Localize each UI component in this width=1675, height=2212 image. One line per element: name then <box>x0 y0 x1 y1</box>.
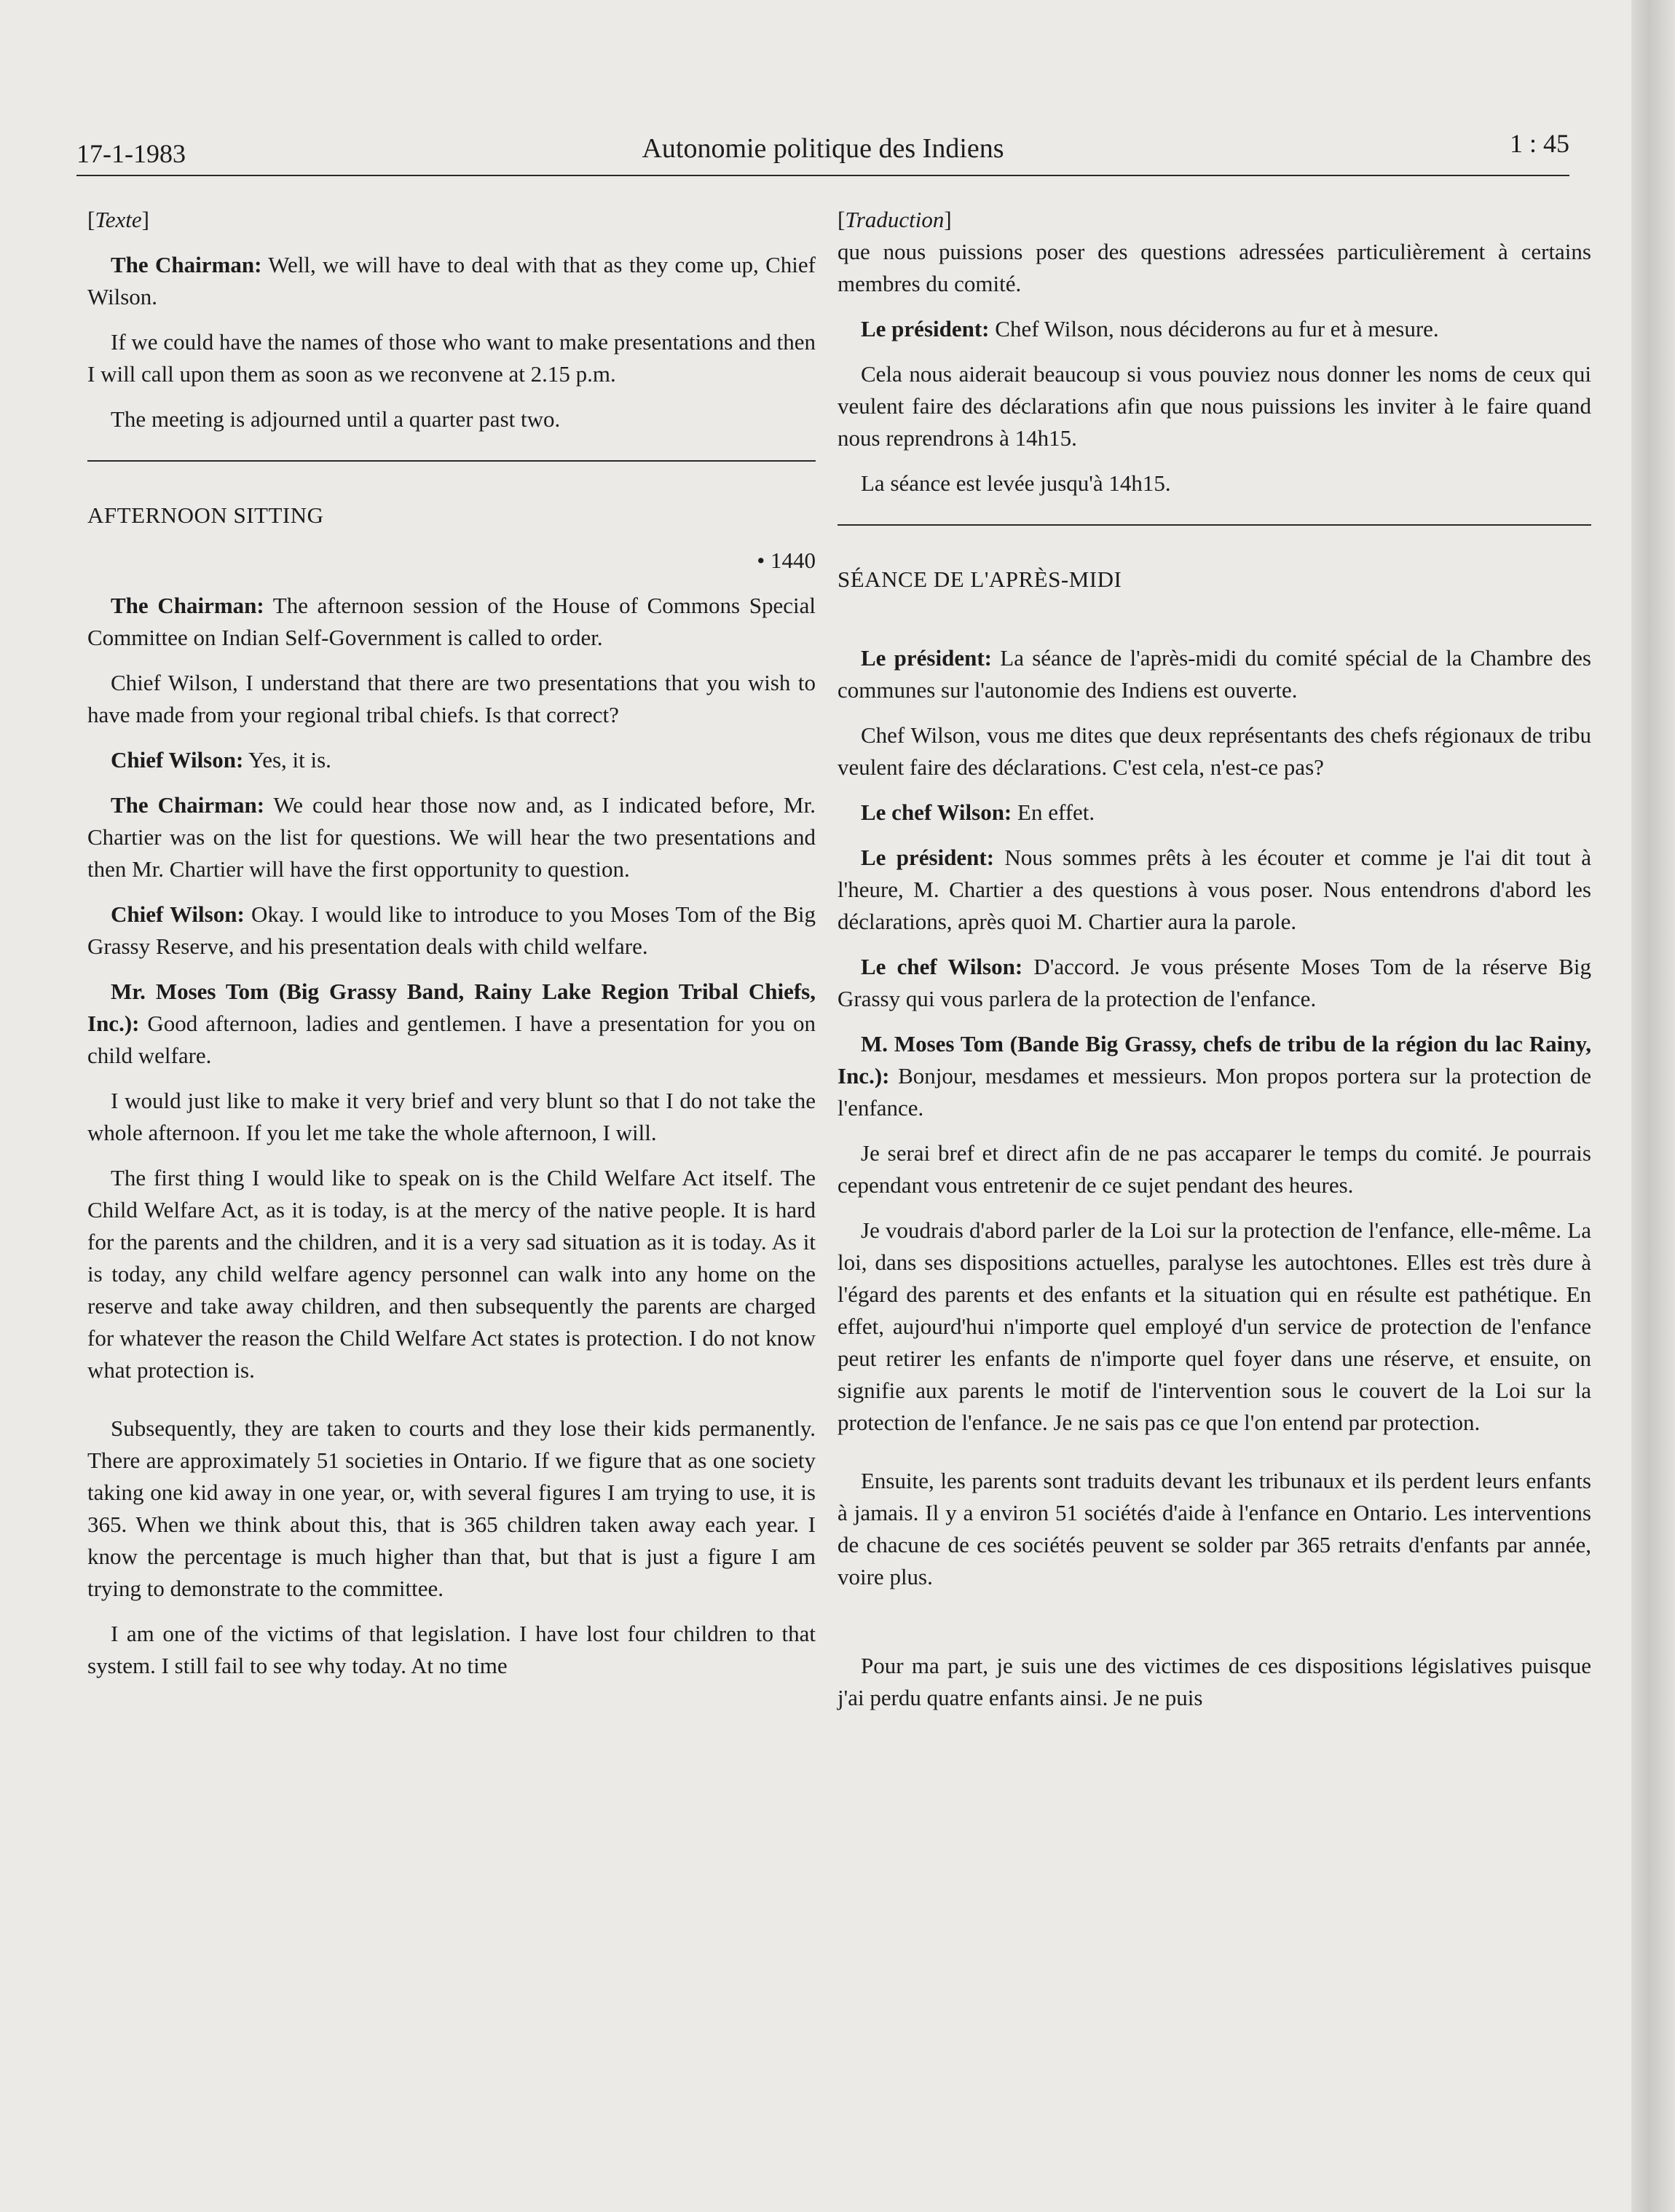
speaker: Chief Wilson: <box>111 747 244 773</box>
speaker: Le chef Wilson: <box>861 799 1012 825</box>
paragraph: The meeting is adjourned until a quarter past two. <box>111 406 561 432</box>
paragraph: If we could have the names of those who want to make presentations and then I will call upon them as soon as we reconvene at 2.15 p.m. <box>87 329 816 387</box>
paragraph: I would just like to make it very brief and very blunt so that I do not take the whole afternoon. If you let me take the whole afternoon, I will. <box>87 1088 816 1145</box>
paragraph: I am one of the victims of that legislation. I have lost four children to that system. I still fail to see why today. At no time <box>87 1621 816 1678</box>
header-date: 17-1-1983 <box>76 139 186 168</box>
speaker: Chief Wilson: <box>111 901 245 927</box>
paragraph: The Chairman: Well, we will have to deal with that as they come up, Chief Wilson. <box>87 252 816 309</box>
paragraph: Je voudrais d'abord parler de la Loi sur la protection de l'enfance, elle-même. La loi, dans ses dispositions actuelles, paralyse les autochtones. Elles est très dure à l'égard des parents et des enfants et la situation qui en résulte est pathétique. En effet, aujourd'hui n'importe quel employé d'un service de protection de l'enfance peut retirer les enfants de n'importe quel foyer dans une réserve, et ensuite, on signifie aux parents le motif de l'intervention sous le couvert de la Loi sur la protection de l'enfance. Je ne sais pas ce que l'on entend par protection. <box>838 1217 1591 1435</box>
paragraph: The first thing I would like to speak on is the Child Welfare Act itself. The Child Welfare Act, as it is today, is at the mercy of the native people. It is hard for the parents and the children, and it is a very sad situation as it is today. As it is today, any child welfare agency personnel can walk into any home on the reserve and take away children, and then subsequently the parents are charged for whatever the reason the Child Welfare Act states is protection. I do not know what protection is. <box>87 1165 816 1383</box>
paragraph: Le chef Wilson: En effet. <box>861 799 1095 825</box>
speaker: The Chairman: <box>111 792 265 818</box>
paragraph: Chief Wilson, I understand that there are two presentations that you wish to have made from your regional tribal chiefs. Is that correct? <box>87 670 816 727</box>
paragraph: que nous puissions poser des questions adressées particulièrement à certains membres du comité. <box>838 239 1591 296</box>
section-title: AFTERNOON SITTING <box>87 502 324 528</box>
paragraph: Cela nous aiderait beaucoup si vous pouviez nous donner les noms de ceux qui veulent faire des déclarations afin que nous puissions les inviter à le faire quand nous reprendrons à 14h15. <box>838 361 1591 451</box>
paragraph: La séance est levée jusqu'à 14h15. <box>861 470 1171 496</box>
section-divider <box>87 460 816 462</box>
paragraph: Subsequently, they are taken to courts and they lose their kids permanently. There are approximately 51 societies in Ontario. If we figure that as one society taking one kid away in one year, or, with several figures I am trying to use, it is 365. When we think about this, that is 365 children taken away each year. I know the percentage is much higher than that, but that is just a figure I am trying to demonstrate to the committee. <box>87 1415 816 1601</box>
speaker: The Chairman: <box>111 252 262 277</box>
section-divider <box>838 524 1591 526</box>
english-column <box>87 204 816 1695</box>
paragraph: M. Moses Tom (Bande Big Grassy, chefs de tribu de la région du lac Rainy, Inc.): Bonjour, mesdames et messieurs. Mon propos portera sur la protection de l'enfance. <box>838 1031 1591 1121</box>
paragraph: Le président: Chef Wilson, nous déciderons au fur et à mesure. <box>861 316 1439 341</box>
speaker: M. Moses Tom (Bande Big Grassy, chefs de tribu de la région du lac Rainy, Inc.): <box>838 1031 1591 1089</box>
paragraph: The Chairman: The afternoon session of the House of Commons Special Committee on Indian Self-Government is called to order. <box>87 593 816 650</box>
section-title: SÉANCE DE L'APRÈS-MIDI <box>838 566 1122 592</box>
paragraph: Pour ma part, je suis une des victimes de ces dispositions législatives puisque j'ai perdu quatre enfants ainsi. Je ne puis <box>838 1653 1591 1710</box>
header-title: Autonomie politique des Indiens <box>642 133 1004 164</box>
speaker: Le président: <box>861 316 990 341</box>
paragraph: Je serai bref et direct afin de ne pas accaparer le temps du comité. Je pourrais cependant vous entretenir de ce sujet pendant des heures. <box>838 1140 1591 1198</box>
speaker: Mr. Moses Tom (Big Grassy Band, Rainy Lake Region Tribal Chiefs, Inc.): <box>87 979 816 1036</box>
timecode: • 1440 <box>757 548 816 573</box>
paragraph: Chief Wilson: Yes, it is. <box>111 747 331 773</box>
speaker: Le président: <box>861 845 995 870</box>
speaker: Le chef Wilson: <box>861 954 1023 979</box>
paragraph: Ensuite, les parents sont traduits devant les tribunaux et ils perdent leurs enfants à jamais. Il y a environ 51 sociétés d'aide à l'enfance en Ontario. Les interventions de chacune de ces sociétés peuvent se solder par 365 retraits d'enfants par année, voire plus. <box>838 1468 1591 1589</box>
paragraph: Le président: La séance de l'après-midi du comité spécial de la Chambre des communes sur l'autonomie des Indiens est ouverte. <box>838 645 1591 703</box>
paragraph: Le président: Nous sommes prêts à les écouter et comme je l'ai dit tout à l'heure, M. Chartier a des questions à vous poser. Nous entendrons d'abord les déclarations, après quoi M. Chartier aura la parole. <box>838 845 1591 934</box>
paragraph: Le chef Wilson: D'accord. Je vous présente Moses Tom de la réserve Big Grassy qui vous parlera de la protection de l'enfance. <box>838 954 1591 1011</box>
paragraph: Mr. Moses Tom (Big Grassy Band, Rainy Lake Region Tribal Chiefs, Inc.): Good afternoon, ladies and gentlemen. I have a presentation for you on child welfare. <box>87 979 816 1068</box>
text-tag: [Texte] <box>87 207 149 232</box>
translation-tag: [Traduction] <box>838 207 952 232</box>
french-column <box>838 204 1591 1727</box>
page-number: 1 : 45 <box>1509 129 1569 158</box>
paragraph: Chef Wilson, vous me dites que deux représentants des chefs régionaux de tribu veulent faire des déclarations. C'est cela, n'est-ce pas? <box>838 722 1591 780</box>
paragraph: Chief Wilson: Okay. I would like to introduce to you Moses Tom of the Big Grassy Reserve, and his presentation deals with child welfare. <box>87 901 816 959</box>
paragraph: The Chairman: We could hear those now and, as I indicated before, Mr. Chartier was on the list for questions. We will hear the two presentations and then Mr. Chartier will have the first opportunity to question. <box>87 792 816 882</box>
page-edge <box>1631 0 1675 2212</box>
speaker: The Chairman: <box>111 593 264 618</box>
speaker: Le président: <box>861 645 993 671</box>
page-header <box>76 131 1569 176</box>
